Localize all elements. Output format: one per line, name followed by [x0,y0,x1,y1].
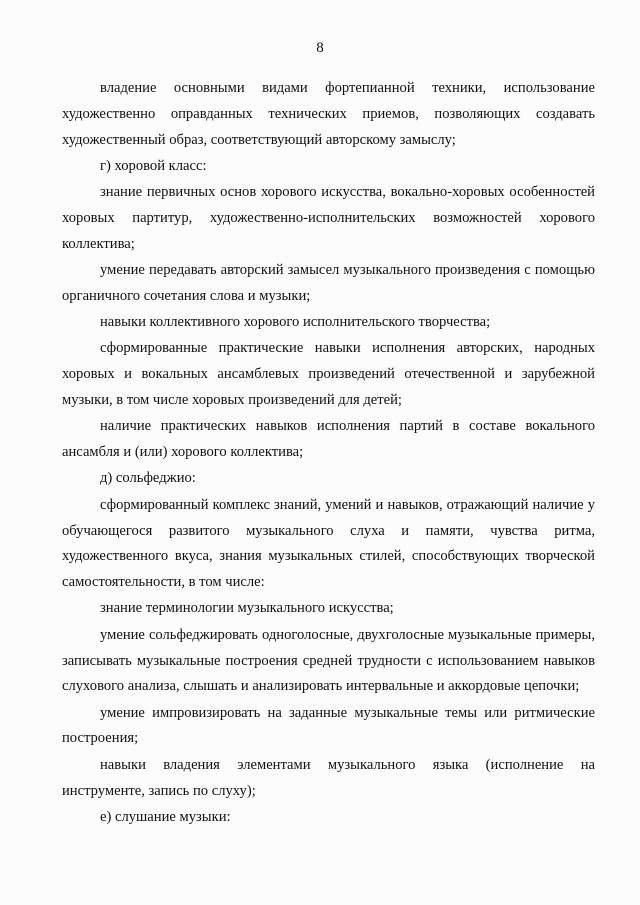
paragraph: знание первичных основ хорового искусства, вокально-хоровых особенностей хоровых партитур, художественно-исполнительских возможностей хорового коллектива; [62,184,595,252]
paragraph: умение передавать авторский замысел музыкального произведения с помощью органичного сочетания слова и музыки; [62,262,595,304]
section-heading: г) хоровой класс: [100,157,207,174]
paragraph: умение импровизировать на заданные музыкальные темы или ритмические построения; [62,704,595,747]
paragraph: наличие практических навыков исполнения партий в составе вокального ансамбля и (или) хорового коллектива; [62,418,595,461]
section-heading: е) слушание музыки: [100,808,231,825]
paragraph: сформированный комплекс знаний, умений и навыков, отражающий наличие у обучающегося развитого музыкального слуха и памяти, чувства ритма, художественного вкуса, знания музыкальных стилей, способствующих творческой самостоятельности, в том числе: [62,496,595,591]
paragraph: владение основными видами фортепианной техники, использование художественно оправданных технических приемов, позволяющих создавать художественный образ, соответствующий авторскому замыслу; [62,80,595,148]
page-number: 8 [316,40,324,56]
paragraph: сформированные практические навыки исполнения авторских, народных хоровых и вокальных ансамблевых произведений отечественной и зарубежной музыки, в том числе хоровых произведений для детей; [62,340,595,409]
paragraph: умение сольфеджировать одноголосные, двухголосные музыкальные примеры, записывать музыкальные построения средней трудности с использованием навыков слухового анализа, слышать и анализировать интервальные и аккордовые цепочки; [62,626,595,695]
paragraph: навыки коллективного хорового исполнительского творчества; [100,314,491,331]
section-heading: д) сольфеджио: [100,470,196,487]
paragraph: навыки владения элементами музыкального языка (исполнение на инструменте, запись по слуху); [62,756,595,799]
document-body [62,76,595,831]
paragraph: знание терминологии музыкального искусства; [100,600,394,617]
